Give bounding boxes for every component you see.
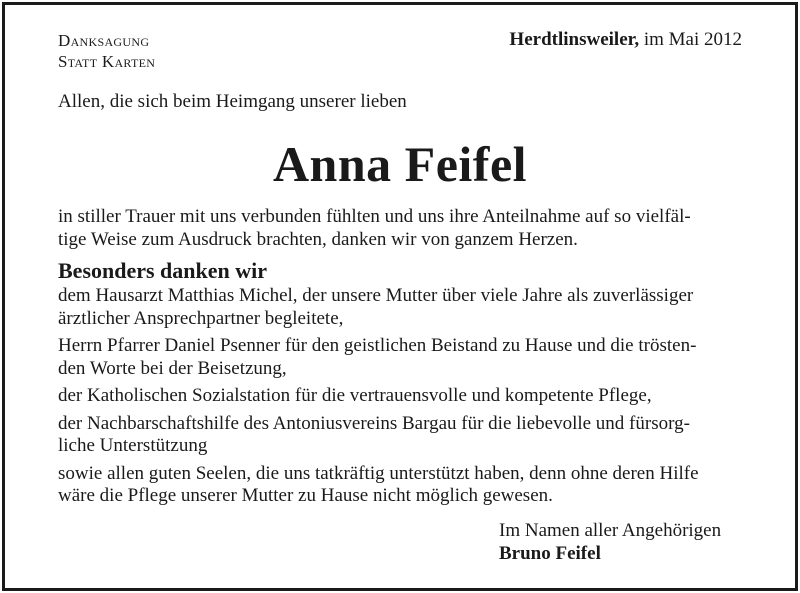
thanks-line: der Katholischen Sozialstation für die vertrauensvolle und kompetente Pflege, (58, 385, 652, 406)
signature-label: Im Namen aller Angehörigen (499, 520, 722, 541)
paragraph-line: in stiller Trauer mit uns verbunden fühlten und uns ihre Anteilnahme auf so vielfäl- (58, 206, 691, 227)
thanks-subheading: Besonders danken wir (58, 258, 268, 283)
thanks-line: ärztlicher Ansprechpartner begleitete, (58, 307, 344, 329)
notice-body (58, 206, 746, 508)
thanks-line: den Worte bei der Beisetzung, (58, 357, 287, 379)
thanks-line: sowie allen guten Seelen, die uns tatkräftig unterstützt haben, denn ohne deren Hilfe (58, 462, 699, 484)
place-and-date (509, 28, 742, 52)
paragraph-line: tige Weise zum Ausdruck brachten, danken wir von ganzem Herzen. (58, 228, 578, 250)
thanks-line: wäre die Pflege unserer Mutter zu Hause nicht möglich gewesen. (58, 485, 553, 506)
notice-type-line2: Statt Karten (58, 52, 156, 71)
signer-name: Bruno Feifel (499, 543, 601, 564)
thanks-line: der Nachbarschaftshilfe des Antoniusvereins Bargau für die liebevolle und fürsorg- (58, 412, 690, 434)
notice-type-line1: Danksagung (58, 31, 150, 50)
notice-type (58, 30, 155, 72)
signature-block (499, 519, 721, 565)
deceased-name: Anna Feifel (272, 136, 528, 192)
thanks-line: liche Unterstützung (58, 435, 208, 456)
place: Herdtlinsweiler, (509, 29, 640, 50)
intro-text: Allen, die sich beim Heimgang unserer lieben (58, 91, 407, 112)
thanks-line: dem Hausarzt Matthias Michel, der unsere Mutter über viele Jahre als zuverlässiger (58, 285, 694, 306)
thanks-line: Herrn Pfarrer Daniel Psenner für den geistlichen Beistand zu Hause und die trösten- (58, 335, 697, 356)
date: im Mai 2012 (639, 29, 742, 50)
